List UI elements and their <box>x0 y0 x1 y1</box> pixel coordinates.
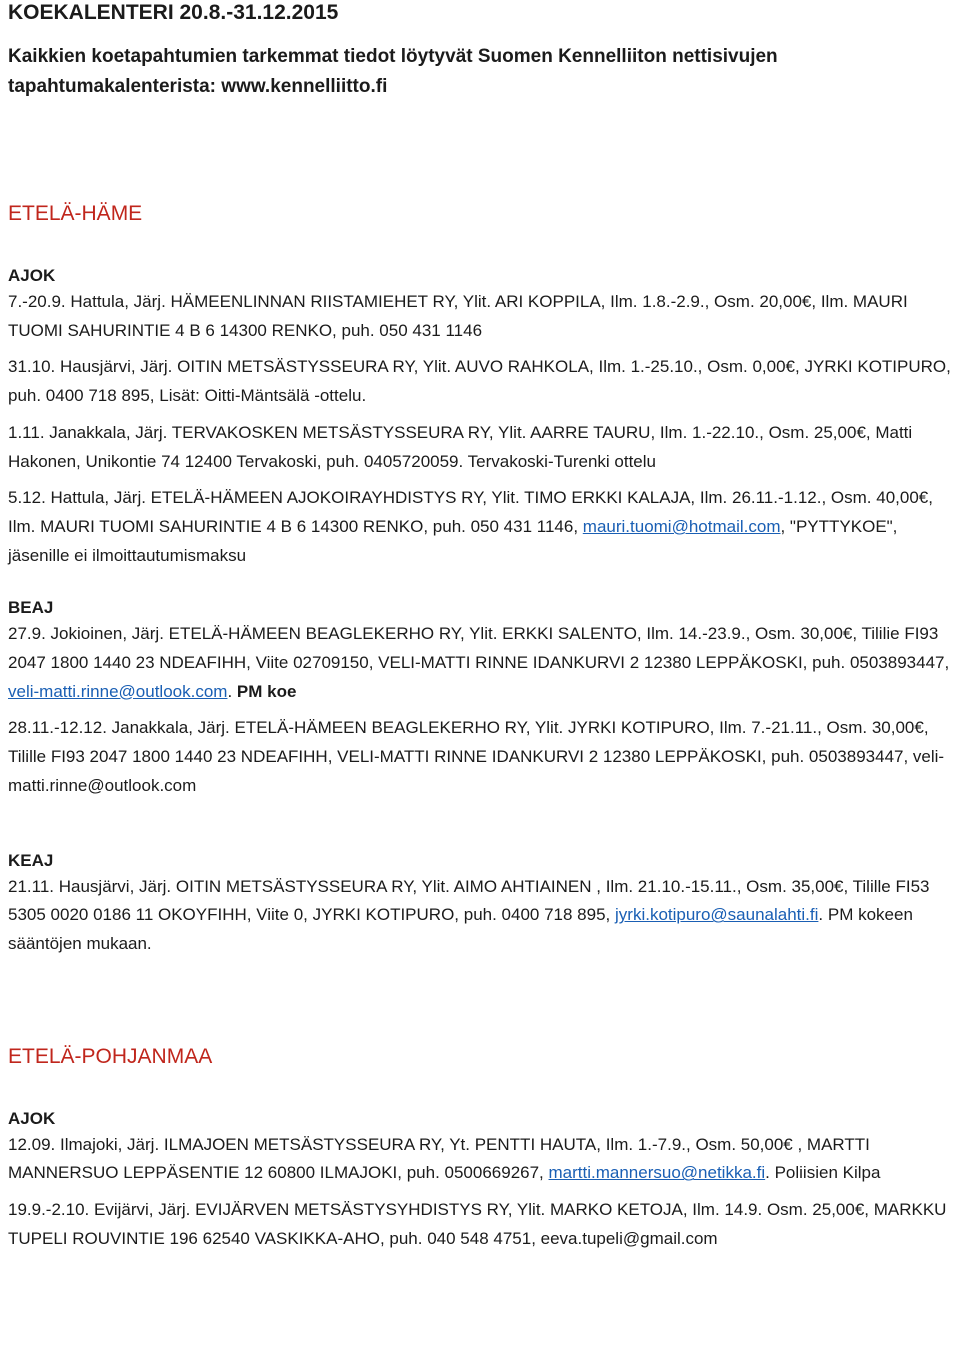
event-entry <box>8 288 953 345</box>
event-entry <box>8 620 953 706</box>
category-heading: AJOK <box>8 1108 56 1128</box>
entry-text: 27.9. Jokioinen, Järj. ETELÄ-HÄMEEN BEAGLEKERHO RY, Ylit. ERKKI SALENTO, Ilm. 14.-23.9., Osm. 30,00€, Tililie FI93 2047 1800 1440 23 NDEAFIHH, Viite 02709150, VELI-MATTI RINNE IDANKURVI 2 12380 LEPPÄKOSKI, puh. 0503893447, <box>8 624 950 673</box>
email-link[interactable]: martti.mannersuo@netikka.fi <box>548 1163 766 1183</box>
event-entry <box>8 873 953 959</box>
event-entry <box>8 419 953 476</box>
entry-text: . PM kokeen sääntöjen mukaan. <box>8 905 913 953</box>
category-heading: KEAJ <box>8 850 54 870</box>
entry-text: 5.12. Hattula, Järj. ETELÄ-HÄMEEN AJOKOIRAYHDISTYS RY, Ylit. TIMO ERKKI KALAJA, Ilm. 26.11.-1.12., Osm. 40,00€, Ilm. MAURI TUOMI SAHURINTIE 4 B 6 14300 RENKO, puh. 050 431 1146, <box>8 488 933 536</box>
entry-text: 12.09. Ilmajoki, Järj. ILMAJOEN METSÄSTYSSEURA RY, Yt. PENTTI HAUTA, Ilm. 1.-7.9., Osm. 50,00€ , MARTTI MANNERSUO LEPPÄSENTIE 12 60800 ILMAJOKI, puh. 0500669267, <box>8 1134 870 1183</box>
entry-text: , "PYTTYKOE", jäsenille ei ilmoittautumismaksu <box>8 516 898 565</box>
entry-text: 19.9.-2.10. Evijärvi, Järj. EVIJÄRVEN METSÄSTYSYHDISTYS RY, Ylit. MARKO KETOJA, Ilm. 14.9. Osm. 25,00€, MARKKU TUPELI ROUVINTIE 196 62540 VASKIKKA-AHO, puh. 040 548 4751, eeva.tupeli@gmail.com <box>8 1200 947 1248</box>
kennelliitto-link[interactable]: www.kennelliitto.fi <box>221 76 388 97</box>
category-heading: BEAJ <box>8 598 54 618</box>
intro-paragraph <box>8 42 953 102</box>
event-entry <box>8 353 953 410</box>
email-link[interactable]: mauri.tuomi@hotmail.com <box>582 516 781 536</box>
document <box>8 0 953 1253</box>
document-title: KOEKALENTERI 20.8.-31.12.2015 <box>8 1 339 24</box>
entry-text: . <box>227 681 237 701</box>
email-link[interactable]: veli-matti.rinne@outlook.com <box>8 681 228 701</box>
email-link[interactable]: jyrki.kotipuro@saunalahti.fi <box>615 905 819 925</box>
region-heading: ETELÄ-HÄME <box>8 202 143 225</box>
entry-text: 1.11. Janakkala, Järj. TERVAKOSKEN METSÄSTYSSEURA RY, Ylit. AARRE TAURU, Ilm. 1.-22.10., Osm. 25,00€, Matti Hakonen, Unikontie 74 12400 Tervakoski, puh. 0405720059. Tervakoski-Turenki ottelu <box>8 422 913 471</box>
regions-container <box>8 200 953 1253</box>
event-entry <box>8 484 953 570</box>
entry-text: 31.10. Hausjärvi, Järj. OITIN METSÄSTYSSEURA RY, Ylit. AUVO RAHKOLA, Ilm. 1.-25.10., Osm. 0,00€, JYRKI KOTIPURO, puh. 0400 718 895, Lisät: Oitti-Mäntsälä -ottelu. <box>8 357 951 406</box>
intro-text: Kaikkien koetapahtumien tarkemmat tiedot löytyvät Suomen Kennelliiton nettisivujen tapahtumakalenterista: <box>8 46 778 97</box>
entry-text: 21.11. Hausjärvi, Järj. OITIN METSÄSTYSSEURA RY, Ylit. AIMO AHTIAINEN , Ilm. 21.10.-15.11., Osm. 35,00€, Tilille FI53 5305 0020 0186 11 OKOYFIHH, Viite 0, JYRKI KOTIPURO, puh. 0400 718 895, <box>8 876 930 925</box>
category-heading: AJOK <box>8 266 56 285</box>
entry-text: 28.11.-12.12. Janakkala, Järj. ETELÄ-HÄMEEN BEAGLEKERHO RY, Ylit. JYRKI KOTIPURO, Ilm. 7.-21.11., Osm. 30,00€, Tilille FI93 2047 1800 1440 23 NDEAFIHH, VELI-MATTI RINNE IDANKURVI 2 12380 LEPPÄKOSKI, puh. 0503893447, veli-matti.rinne@outlook.com <box>8 718 945 795</box>
entry-text: 7.-20.9. Hattula, Järj. HÄMEENLINNAN RIISTAMIEHET RY, Ylit. ARI KOPPILA, Ilm. 1.8.-2.9., Osm. 20,00€, Ilm. MAURI TUOMI SAHURINTIE 4 B 6 14300 RENKO, puh. 050 431 1146 <box>8 292 908 340</box>
region-heading: ETELÄ-POHJANMAA <box>8 1044 213 1068</box>
event-entry <box>8 714 953 800</box>
event-entry <box>8 1131 953 1188</box>
bold-note: PM koe <box>236 681 297 701</box>
event-entry <box>8 1196 953 1253</box>
entry-text: . Poliisien Kilpa <box>765 1163 881 1183</box>
